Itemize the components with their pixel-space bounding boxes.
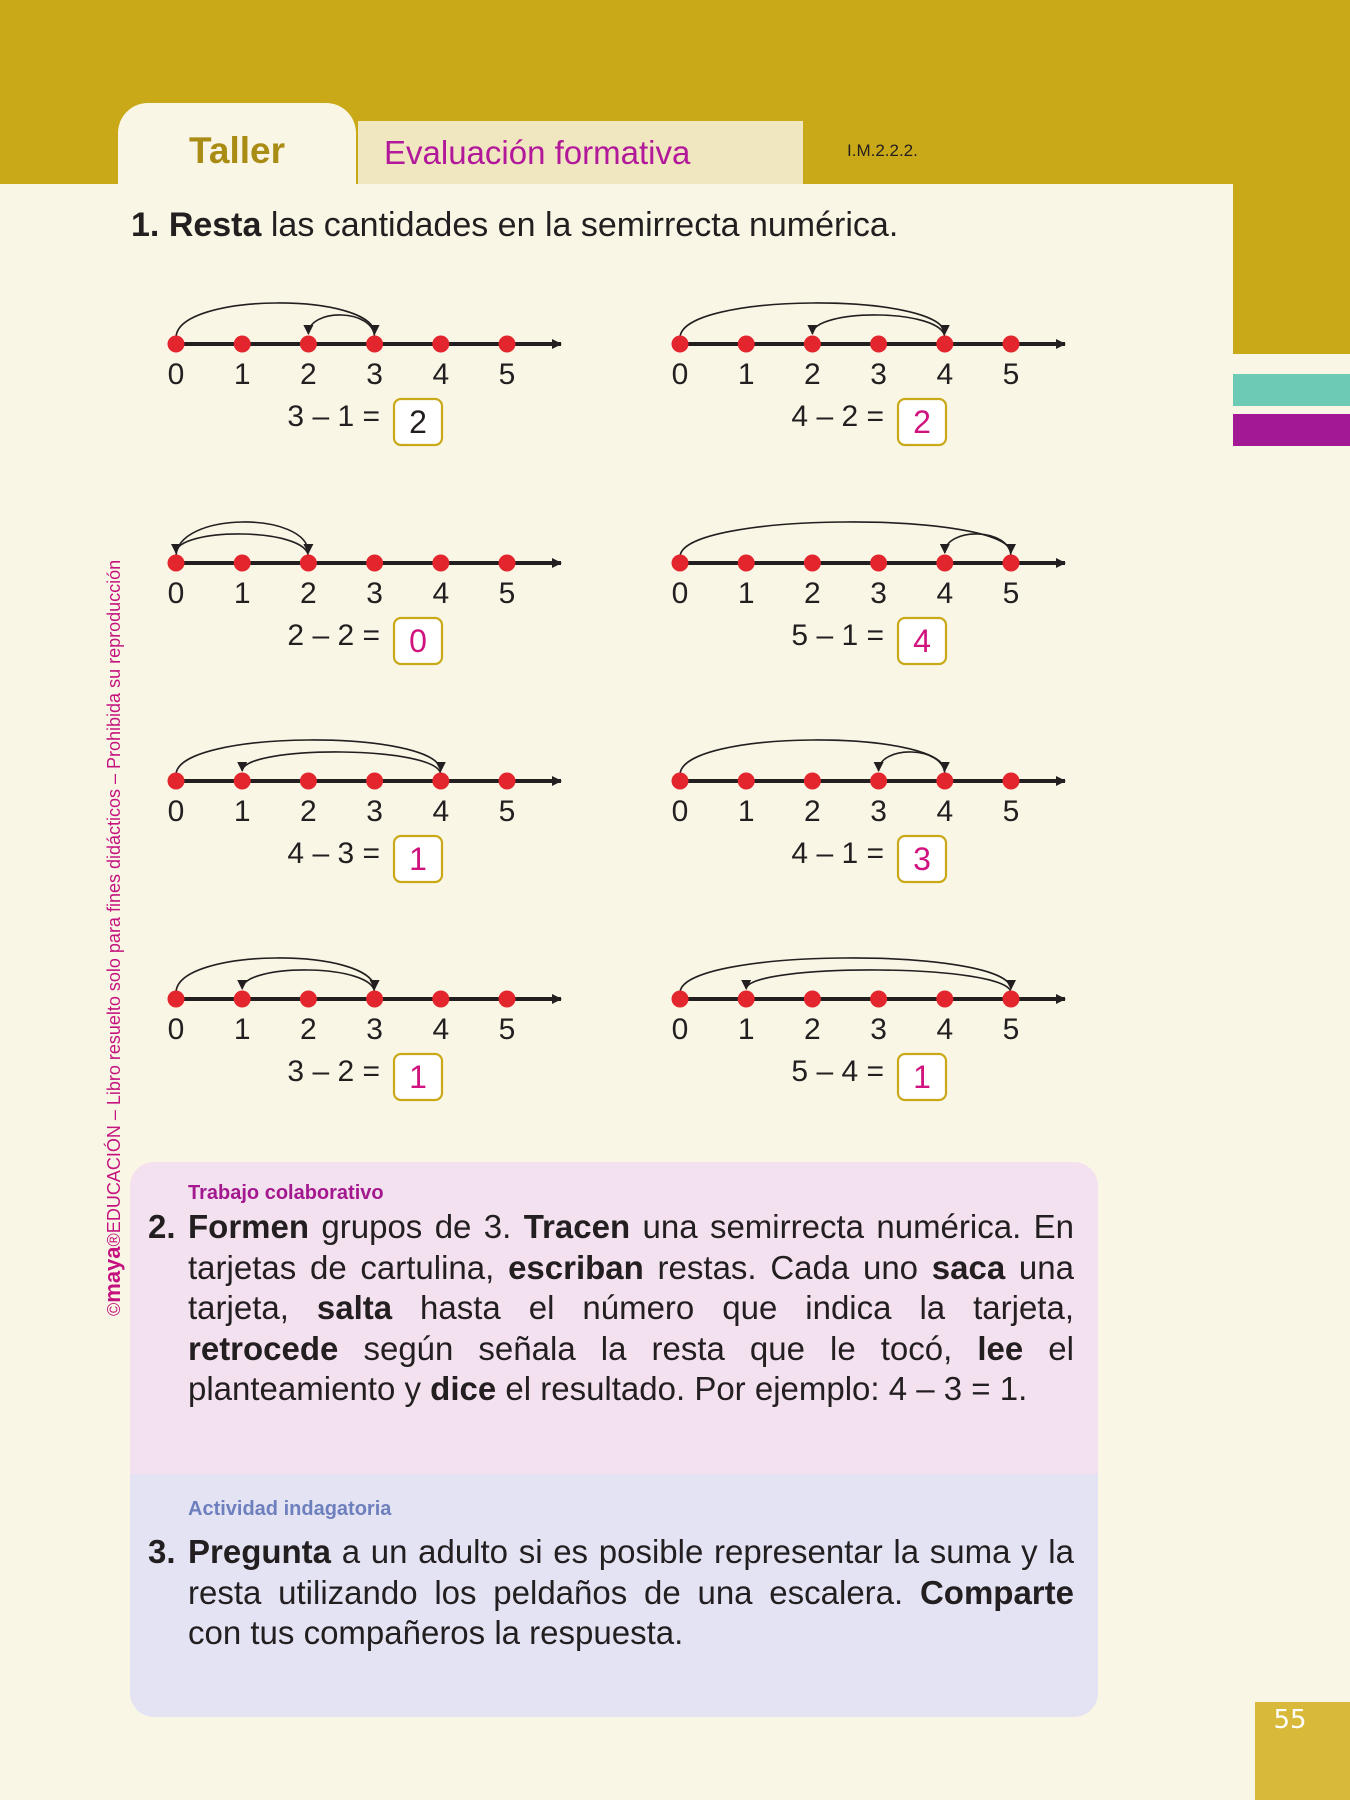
- question-text: las cantidades en la semirrecta numérica.: [261, 206, 899, 244]
- tick-label: 0: [671, 1013, 689, 1046]
- number-line-dot: [672, 555, 689, 572]
- equation-text: 5 – 4 =: [791, 1055, 884, 1088]
- jump-arc-forward: [176, 740, 441, 775]
- tab-evaluacion-formativa: Evaluación formativa: [358, 121, 803, 184]
- tick-label: 3: [870, 795, 887, 828]
- equation-text: 3 – 1 =: [287, 400, 380, 433]
- tick-label: 0: [167, 358, 185, 391]
- tick-label: 0: [167, 795, 185, 828]
- tick-label: 2: [804, 795, 821, 828]
- number-line-dot: [1003, 555, 1020, 572]
- number-line-dot: [499, 991, 516, 1008]
- number-line-dot: [672, 773, 689, 790]
- answer-value: 1: [913, 1059, 931, 1095]
- number-line-dot: [168, 773, 185, 790]
- question-3-text: 3. Pregunta a un adulto si es posible representar la suma y la resta utilizando los peldaños de una escalera. Comparte con tus compañeros la respuesta.: [148, 1533, 1074, 1651]
- section-label-inquiry: Actividad indagatoria: [188, 1498, 392, 1520]
- tick-label: 5: [498, 795, 516, 828]
- number-line-dot: [1003, 336, 1020, 353]
- tick-label: 0: [167, 1013, 185, 1046]
- tick-label: 3: [366, 1013, 383, 1046]
- tick-label: 4: [432, 577, 450, 610]
- tick-label: 0: [671, 795, 689, 828]
- number-line-dot: [234, 991, 251, 1008]
- tick-label: 2: [300, 1013, 317, 1046]
- tick-label: 5: [498, 1013, 516, 1046]
- tick-label: 4: [936, 577, 954, 610]
- jump-arc-back: [242, 970, 374, 993]
- answer-value: 2: [913, 404, 931, 440]
- tick-label: 0: [671, 358, 689, 391]
- activities-panel: [130, 1162, 1098, 1717]
- number-line-dot: [168, 336, 185, 353]
- number-line-dot: [870, 991, 887, 1008]
- brand-logo-text: maya: [100, 1246, 125, 1303]
- tick-label: 4: [432, 795, 450, 828]
- question-verb: Resta: [168, 206, 262, 244]
- tick-label: 5: [1002, 795, 1020, 828]
- number-line-dot: [300, 336, 317, 353]
- number-line-dot: [432, 336, 449, 353]
- jump-arc-back: [746, 970, 1011, 993]
- answer-value: 3: [913, 841, 931, 877]
- tick-label: 1: [737, 577, 755, 610]
- number-line-dot: [366, 991, 383, 1008]
- jump-arc-back: [176, 534, 308, 557]
- jump-arc-back: [812, 315, 944, 338]
- tick-label: 3: [870, 577, 887, 610]
- tick-label: 2: [300, 577, 317, 610]
- number-line-dot: [936, 555, 953, 572]
- number-line-dot: [499, 773, 516, 790]
- equation-text: 3 – 2 =: [287, 1055, 380, 1088]
- number-line-dot: [672, 991, 689, 1008]
- jump-arc-forward: [680, 740, 945, 775]
- tick-label: 4: [936, 795, 954, 828]
- tick-label: 5: [498, 577, 516, 610]
- number-line-dot: [168, 555, 185, 572]
- jump-arc-back: [242, 752, 441, 775]
- page-number: 55: [1273, 1705, 1307, 1735]
- answer-value: 0: [409, 623, 427, 659]
- curriculum-code: I.M.2.2.2.: [847, 141, 918, 160]
- tick-label: 4: [432, 358, 450, 391]
- answer-value: 2: [409, 404, 427, 440]
- tick-label: 3: [366, 358, 383, 391]
- answer-value: 4: [913, 623, 931, 659]
- tick-label: 4: [936, 358, 954, 391]
- number-line-dot: [870, 336, 887, 353]
- tick-label: 5: [1002, 358, 1020, 391]
- number-line-dot: [1003, 991, 1020, 1008]
- question-number: 2.: [148, 1208, 176, 1245]
- equation-text: 4 – 2 =: [791, 400, 884, 433]
- number-line-dot: [804, 991, 821, 1008]
- tick-label: 4: [432, 1013, 450, 1046]
- answer-value: 1: [409, 841, 427, 877]
- jump-arc-forward: [176, 958, 375, 993]
- tick-label: 1: [737, 1013, 755, 1046]
- number-line-dot: [366, 555, 383, 572]
- number-line-dot: [432, 773, 449, 790]
- equation-text: 4 – 3 =: [287, 837, 380, 870]
- equation-text: 2 – 2 =: [287, 619, 380, 652]
- jump-arc-back: [945, 534, 1011, 557]
- copyright-notice: ©maya®EDUCACIÓN – Libro resuelto solo para fines didácticos – Prohibida su reproducción: [100, 559, 125, 1316]
- number-line-dot: [234, 555, 251, 572]
- tick-label: 5: [1002, 577, 1020, 610]
- tick-label: 5: [1002, 1013, 1020, 1046]
- question-number: 3.: [148, 1533, 176, 1570]
- tick-label: 4: [936, 1013, 954, 1046]
- tick-label: 0: [167, 577, 185, 610]
- number-line-dot: [366, 773, 383, 790]
- tick-label: 5: [498, 358, 516, 391]
- number-line-dot: [804, 336, 821, 353]
- jump-arc-forward: [176, 303, 375, 338]
- jump-arc-forward: [680, 522, 1011, 557]
- section-label-collaborative: Trabajo colaborativo: [188, 1182, 384, 1204]
- tick-label: 0: [671, 577, 689, 610]
- tick-label: 1: [233, 795, 251, 828]
- tick-label: 1: [233, 358, 251, 391]
- tick-label: 3: [870, 1013, 887, 1046]
- question-number: 1.: [131, 206, 160, 244]
- number-line-dot: [300, 773, 317, 790]
- jump-arc-back: [879, 752, 945, 775]
- number-line-dot: [738, 555, 755, 572]
- number-line-dot: [234, 773, 251, 790]
- tick-label: 2: [300, 795, 317, 828]
- tick-label: 3: [366, 577, 383, 610]
- tick-label: 3: [366, 795, 383, 828]
- number-line-dot: [804, 773, 821, 790]
- number-line-dot: [234, 336, 251, 353]
- tick-label: 1: [233, 577, 251, 610]
- number-line-dot: [499, 555, 516, 572]
- number-line-dot: [432, 555, 449, 572]
- number-line-dot: [432, 991, 449, 1008]
- tick-label: 2: [804, 1013, 821, 1046]
- number-line-dot: [870, 773, 887, 790]
- number-line-dot: [936, 773, 953, 790]
- tick-label: 2: [804, 358, 821, 391]
- number-line-dot: [672, 336, 689, 353]
- tab-taller: Taller: [118, 103, 356, 184]
- number-line-dot: [366, 336, 383, 353]
- number-line-dot: [300, 991, 317, 1008]
- number-line-dot: [738, 991, 755, 1008]
- number-line-dot: [936, 991, 953, 1008]
- number-line-dot: [870, 555, 887, 572]
- number-line-dot: [738, 773, 755, 790]
- number-line-dot: [804, 555, 821, 572]
- equation-text: 5 – 1 =: [791, 619, 884, 652]
- tick-label: 2: [804, 577, 821, 610]
- number-line-dot: [738, 336, 755, 353]
- tick-label: 1: [737, 358, 755, 391]
- equation-text: 4 – 1 =: [791, 837, 884, 870]
- answer-value: 1: [409, 1059, 427, 1095]
- tick-label: 1: [737, 795, 755, 828]
- tick-label: 1: [233, 1013, 251, 1046]
- tick-label: 3: [870, 358, 887, 391]
- number-line-dot: [168, 991, 185, 1008]
- number-line-dot: [499, 336, 516, 353]
- number-line-dot: [936, 336, 953, 353]
- question-2-text: 2. Formen grupos de 3. Tracen una semirrecta numérica. En tarjetas de cartulina, escriban restas. Cada uno saca una tarjeta, salta hasta el número que indica la tarjeta, retrocede según señala la resta que le tocó, lee el planteamiento y dice el resultado. Por ejemplo: 4 – 3 = 1.: [148, 1208, 1074, 1407]
- tick-label: 2: [300, 358, 317, 391]
- number-line-dot: [1003, 773, 1020, 790]
- number-line-dot: [300, 555, 317, 572]
